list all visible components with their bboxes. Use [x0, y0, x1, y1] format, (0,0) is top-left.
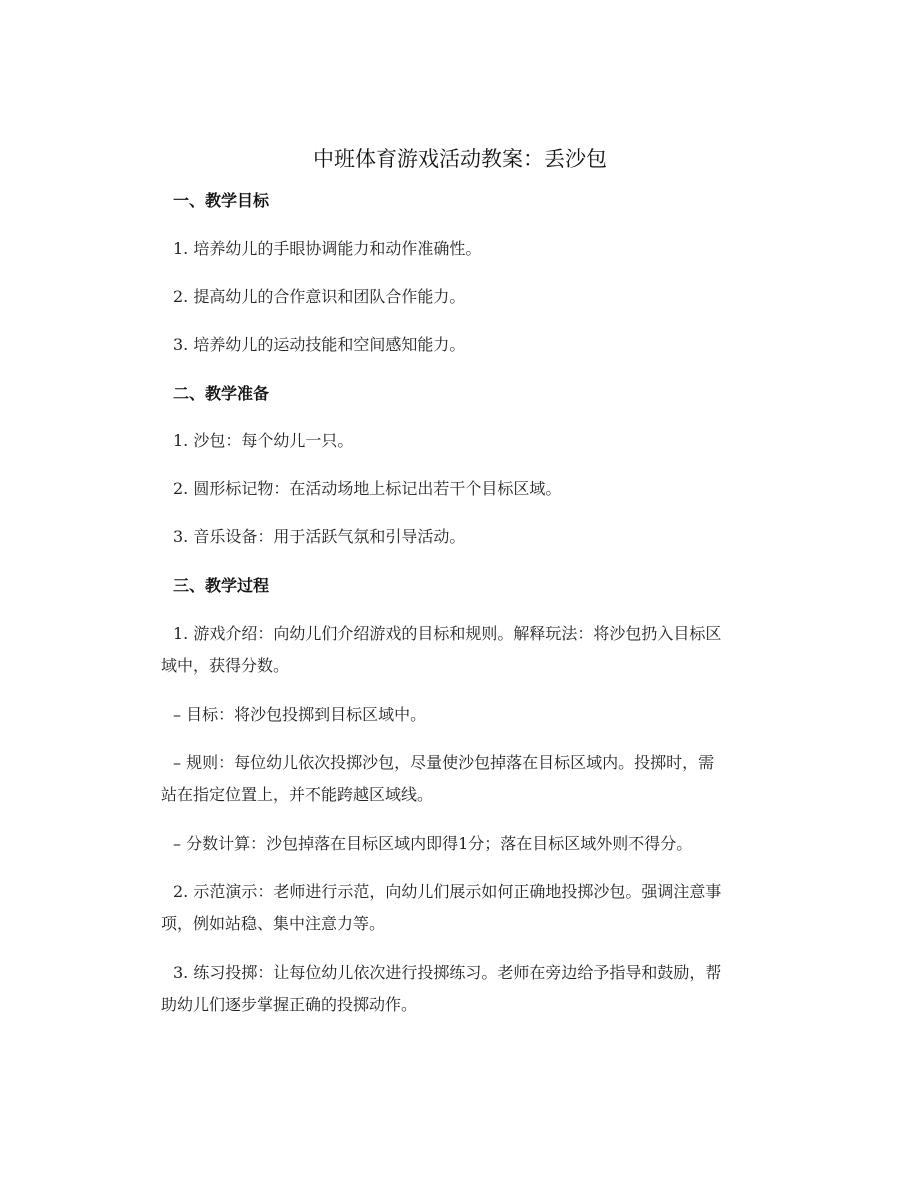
section-heading-objectives: 一、教学目标 — [173, 191, 270, 210]
process-rule-rules — [161, 747, 785, 811]
preparation-item-1: 1. 沙包：每个幼儿一只。 — [173, 431, 354, 450]
process-item-demonstration-line1: 2. 示范演示：老师进行示范，向幼儿们展示如何正确地投掷沙包。强调注意事 — [173, 882, 722, 901]
page-title: 中班体育游戏活动教案：丢沙包 — [313, 147, 607, 171]
process-item-game-intro — [161, 618, 785, 682]
process-item-practice — [161, 957, 785, 1021]
process-item-demonstration — [161, 876, 785, 940]
process-rule-rules-line2: 站在指定位置上，并不能跨越区域线。 — [161, 785, 434, 804]
section-heading-preparation: 二、教学准备 — [173, 384, 270, 403]
objective-item-2: 2. 提高幼儿的合作意识和团队合作能力。 — [173, 287, 466, 306]
process-item-game-intro-line2: 域中，获得分数。 — [161, 656, 290, 675]
preparation-item-3: 3. 音乐设备：用于活跃气氛和引导活动。 — [173, 527, 466, 546]
process-rule-goal: – 目标：将沙包投掷到目标区域中。 — [173, 705, 427, 724]
process-rule-rules-line1: – 规则：每位幼儿依次投掷沙包，尽量使沙包掉落在目标区域内。投掷时，需 — [173, 753, 715, 772]
section-heading-process: 三、教学过程 — [173, 576, 270, 595]
process-item-practice-line1: 3. 练习投掷：让每位幼儿依次进行投掷练习。老师在旁边给予指导和鼓励，帮 — [173, 963, 722, 982]
preparation-item-2: 2. 圆形标记物：在活动场地上标记出若干个目标区域。 — [173, 479, 562, 498]
process-item-demonstration-line2: 项，例如站稳、集中注意力等。 — [161, 914, 386, 933]
process-item-game-intro-line1: 1. 游戏介绍：向幼儿们介绍游戏的目标和规则。解释玩法：将沙包扔入目标区 — [173, 624, 722, 643]
objective-item-3: 3. 培养幼儿的运动技能和空间感知能力。 — [173, 335, 466, 354]
objective-item-1: 1. 培养幼儿的手眼协调能力和动作准确性。 — [173, 239, 482, 258]
process-rule-scoring: – 分数计算：沙包掉落在目标区域内即得1分；落在目标区域外则不得分。 — [173, 834, 693, 853]
process-item-practice-line2: 助幼儿们逐步掌握正确的投掷动作。 — [161, 995, 418, 1014]
